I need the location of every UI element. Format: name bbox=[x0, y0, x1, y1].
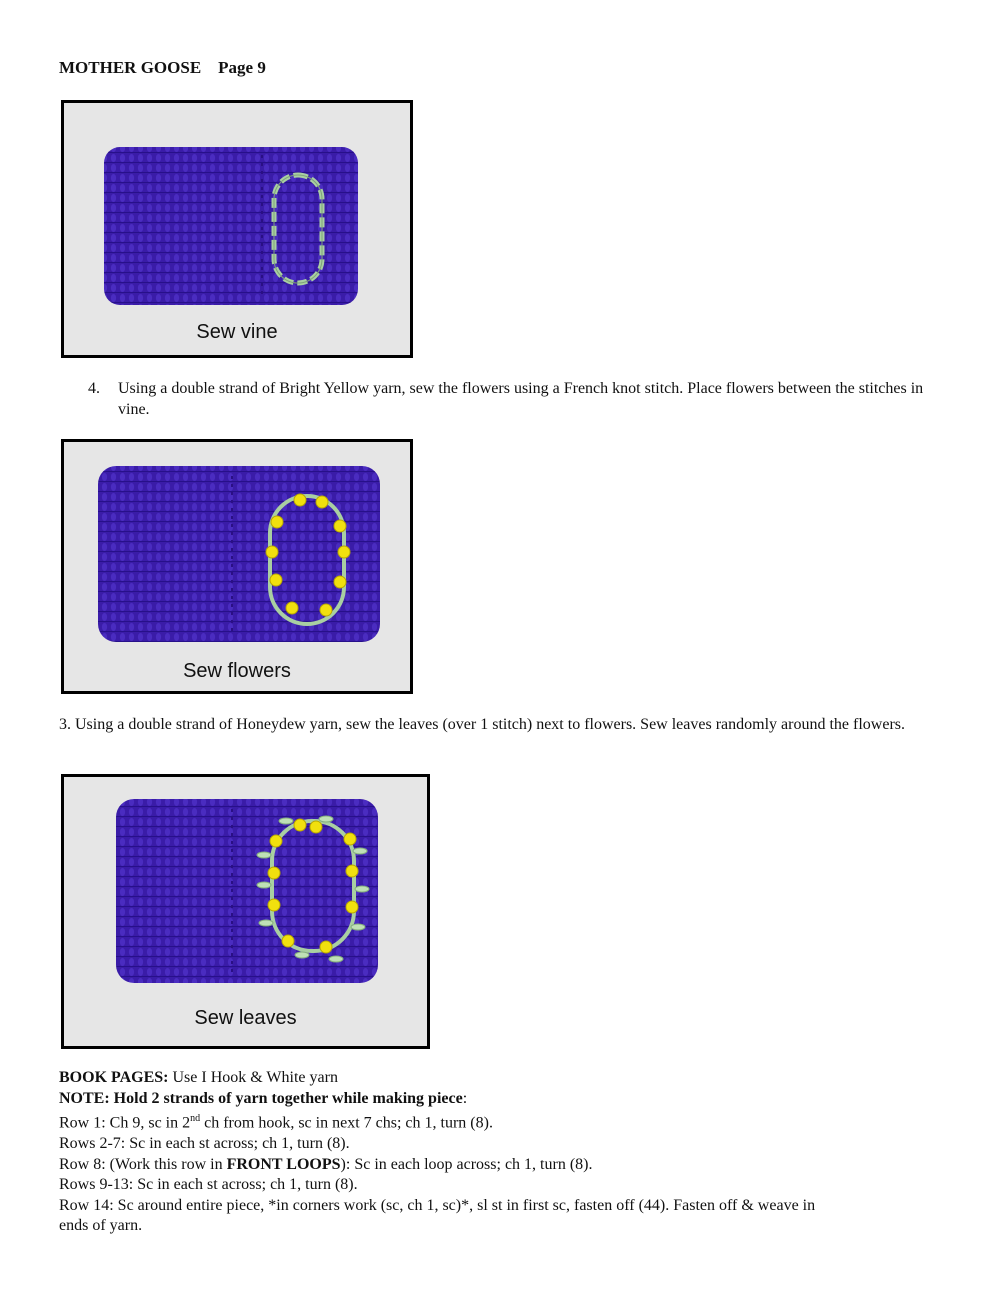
rows-2-7: Rows 2-7: Sc in each st across; ch 1, turn (8). bbox=[59, 1135, 350, 1153]
photo-caption: Sew flowers bbox=[183, 660, 291, 682]
photo-sew-vine bbox=[61, 100, 413, 358]
book-pages-section bbox=[59, 1068, 959, 1237]
page-header bbox=[59, 58, 266, 78]
row-14-line-2: ends of yarn. bbox=[59, 1217, 143, 1235]
crochet-swatch-flowers bbox=[64, 442, 410, 691]
row-1 bbox=[59, 1109, 959, 1134]
book-pages-heading-line bbox=[59, 1068, 959, 1089]
page-number: Page 9 bbox=[218, 58, 266, 77]
materials-text: Use I Hook & White yarn bbox=[168, 1069, 338, 1086]
note-text: NOTE: Hold 2 strands of yarn together while making piece bbox=[59, 1089, 463, 1107]
photo-sew-leaves bbox=[61, 774, 430, 1049]
rows-9-13: Rows 9-13: Sc in each st across; ch 1, turn (8). bbox=[59, 1176, 358, 1194]
step-text: Using a double strand of Bright Yellow yarn, sew the flowers using a French knot stitch. Place flowers between the stitches in vine. bbox=[118, 380, 924, 418]
row-8-text-b: ): Sc in each loop across; ch 1, turn (8). bbox=[340, 1155, 593, 1173]
step-number: 4. bbox=[88, 380, 100, 397]
crochet-swatch-vine bbox=[64, 103, 410, 355]
note-colon: : bbox=[462, 1089, 468, 1107]
note-line bbox=[59, 1089, 959, 1110]
instruction-step-3: 3. Using a double strand of Honeydew yarn, sew the leaves (over 1 stitch) next to flowers. Sew leaves randomly around the flowers. bbox=[59, 716, 905, 733]
row-8 bbox=[59, 1155, 959, 1176]
section-heading: BOOK PAGES: bbox=[59, 1069, 169, 1086]
photo-sew-flowers bbox=[61, 439, 413, 694]
photo-caption: Sew leaves bbox=[194, 1007, 297, 1029]
row-8-front-loops: FRONT LOOPS bbox=[226, 1155, 341, 1173]
crochet-swatch-leaves bbox=[64, 777, 427, 1046]
row-1-text-a: Row 1: Ch 9, sc in 2 bbox=[59, 1114, 191, 1132]
row-8-text-a: Row 8: (Work this row in bbox=[59, 1155, 227, 1173]
row-14-line-1: Row 14: Sc around entire piece, *in corners work (sc, ch 1, sc)*, sl st in first sc, fasten off (44). Fasten off & weave in bbox=[59, 1196, 816, 1214]
row-1-superscript: nd bbox=[190, 1113, 201, 1125]
document-title: MOTHER GOOSE bbox=[59, 58, 202, 77]
row-1-text-b: ch from hook, sc in next 7 chs; ch 1, turn (8). bbox=[200, 1114, 493, 1132]
photo-caption: Sew vine bbox=[196, 321, 278, 343]
